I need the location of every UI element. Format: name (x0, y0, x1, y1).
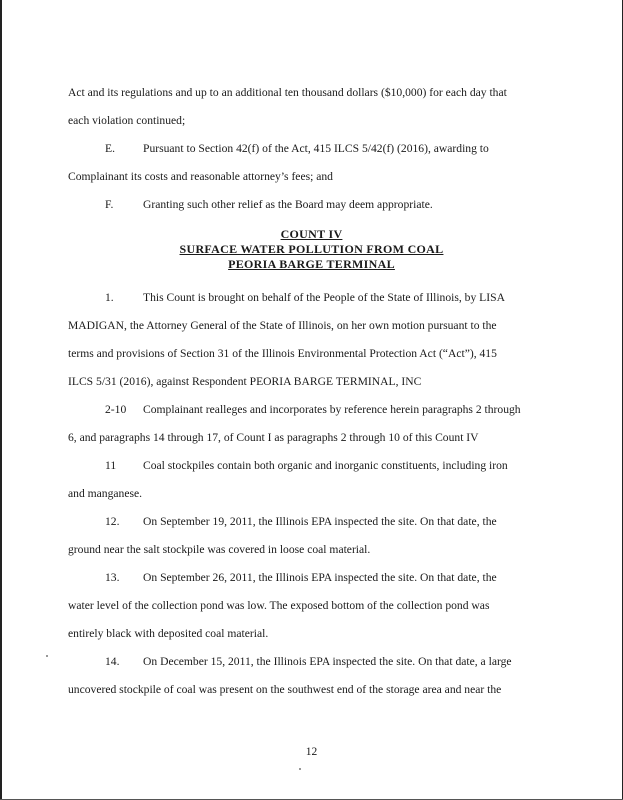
item-e (105, 142, 489, 156)
paragraph-number: 2-10 (105, 403, 127, 416)
paragraph-number: 14. (105, 655, 120, 668)
body-line: 6, and paragraphs 14 through 17, of Count I as paragraphs 2 through 10 of this Count IV (68, 431, 479, 444)
body-line: ground near the salt stockpile was covered in loose coal material. (68, 543, 371, 556)
body-line: each violation continued; (68, 114, 186, 127)
paragraph-12 (105, 515, 497, 529)
scan-speck (46, 655, 48, 657)
item-f (105, 198, 433, 212)
paragraph-number: 11 (105, 459, 117, 472)
paragraph-number: 1. (105, 291, 114, 304)
scan-speck (299, 768, 301, 770)
body-line: uncovered stockpile of coal was present on the southwest end of the storage area and near the (68, 683, 502, 696)
paragraph-text: On September 19, 2011, the Illinois EPA inspected the site. On that date, the (143, 515, 497, 528)
body-line: entirely black with deposited coal material. (68, 627, 269, 640)
paragraph-number: 13. (105, 571, 120, 584)
paragraph-14 (105, 655, 512, 669)
count-subheading: SURFACE WATER POLLUTION FROM COAL (179, 242, 444, 256)
page-number: 12 (305, 746, 318, 758)
count-heading: COUNT IV (280, 227, 343, 241)
body-line: water level of the collection pond was low. The exposed bottom of the collection pond was (68, 599, 490, 612)
paragraph-13 (105, 571, 497, 585)
paragraph-number: 12. (105, 515, 120, 528)
item-text: Pursuant to Section 42(f) of the Act, 415 ILCS 5/42(f) (2016), awarding to (143, 142, 489, 155)
paragraph-text: On December 15, 2011, the Illinois EPA inspected the site. On that date, a large (143, 655, 512, 668)
paragraph-2-10 (105, 403, 521, 417)
scan-edge-left (0, 0, 2, 800)
paragraph-11 (105, 459, 508, 473)
body-line: Act and its regulations and up to an additional ten thousand dollars ($10,000) for each day that (68, 86, 507, 99)
count-subheading: PEORIA BARGE TERMINAL (228, 257, 395, 271)
item-marker: E. (105, 142, 115, 155)
body-line: terms and provisions of Section 31 of the Illinois Environmental Protection Act (“Act”), 415 (68, 347, 497, 360)
paragraph-text: This Count is brought on behalf of the People of the State of Illinois, by LISA (143, 291, 505, 304)
paragraph-text: Complainant realleges and incorporates by reference herein paragraphs 2 through (143, 403, 521, 416)
paragraph-1 (105, 291, 505, 305)
body-line: MADIGAN, the Attorney General of the State of Illinois, on her own motion pursuant to the (68, 319, 497, 332)
paragraph-text: Coal stockpiles contain both organic and inorganic constituents, including iron (143, 459, 508, 472)
body-line: Complainant its costs and reasonable attorney’s fees; and (68, 170, 333, 183)
item-text: Granting such other relief as the Board may deem appropriate. (143, 198, 433, 211)
body-line: ILCS 5/31 (2016), against Respondent PEORIA BARGE TERMINAL, INC (68, 375, 422, 388)
item-marker: F. (105, 198, 114, 211)
paragraph-text: On September 26, 2011, the Illinois EPA inspected the site. On that date, the (143, 571, 497, 584)
body-line: and manganese. (68, 487, 143, 500)
